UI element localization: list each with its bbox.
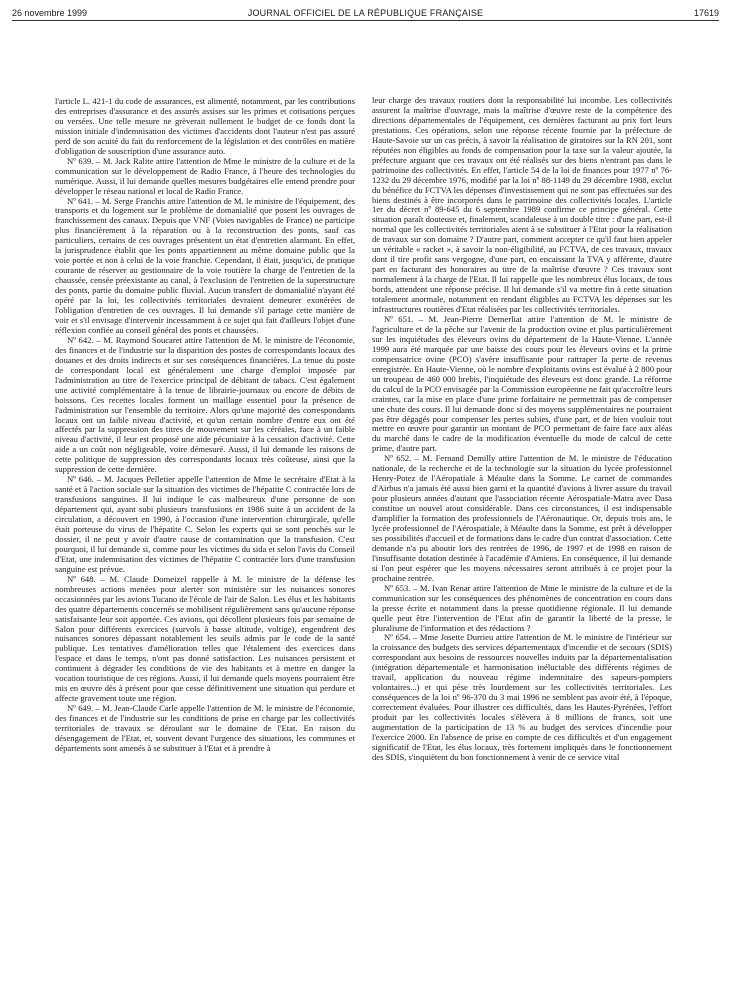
question-653: Nº 653. – M. Ivan Renar attire l'attention de Mme le ministre de la culture et de la communication sur les conséquences des phénomènes de concentration en cours dans la presse écrite et notamment dans la presse quotidienne régionale. Il lui demande quelle peut être l'intervention de l'Etat afin de garantir la liberté de la presse, le pluralisme de l'information et des rédactions ? — [372, 582, 672, 633]
paragraph: leur charge des travaux routiers dont la responsabilité lui incombe. Les collectivités assurent la maîtrise d'ouvrage, mais la maîtrise d'œuvre reste de la compétence des directions départementales de l'équipement, ces dernières facturant au prix fort leurs prestations. Ces opérations, selon une réponse récente fournie par la préfecture de Haute-Savoie sur un cas précis, à savoir la réalisation de giratoires sur la RN 201, sont réputées non éligibles au fonds de compensation pour la taxe sur la valeur ajoutée, la préfecture arguant que ces travaux ont été réalisés sur des biens n'entrant pas dans le patrimoine des collectivités. En effet, l'article 54 de la loi de finances pour 1977 nº 76-1232 du 29 décembre 1976, modifié par la loi nº 88-1149 du 29 décembre 1988, exclut du bénéfice du FCTVA les dépenses d'investissement qui ne sont pas effectuées sur des biens destinés à être incorporés dans le patrimoine des collectivités locales. L'article 1er du décret nº 89-645 du 6 septembre 1989 confirme ce principe général. Cette situation paraît douteuse et, finalement, scandaleuse à un double titre : d'une part, est-il normal que les collectivités territoriales aient à se substituer à l'Etat pour la réalisation de travaux sur son domaine ? D'autre part, comment accepter ce qu'il faut bien appeler un véritable « racket », à savoir la non-éligibilité, au FCTVA, de ces travaux, travaux dont il tire profit sans vergogne, d'une part, en encaissant la TVA y afférente, d'autre part en facturant des honoraires au titre de la maîtrise d'œuvre ? Ces travaux sont normalement à la charge de l'Etat. Il lui rappelle que les nombreux élus locaux, de tous bords, attendent une réponse précise. Il lui demande s'il va mettre fin à cette situation totalement anormale, notamment en rendant éligibles au FCTVA les dépenses sur les infrastructures routières d'Etat réalisées par les collectivités territoriales. — [372, 96, 672, 315]
left-column — [55, 97, 355, 987]
header-date: 26 novembre 1999 — [12, 8, 88, 18]
page-number: 17619 — [693, 8, 719, 18]
right-column — [372, 96, 672, 986]
question-646: Nº 646. – M. Jacques Pelletier appelle l'attention de Mme le secrétaire d'Etat à la santé et à l'action sociale sur la situation des victimes de l'hépatite C contractée lors de transfusions sanguines. Il lui indique le cas malheureux d'une personne de son département qui, ayant subi plusieurs transfusions en 1986 suite à un accident de la circulation, a découvert en 1990, à l'occasion d'une intervention chirurgicale, qu'elle était porteuse du virus de l'hépatite C. Selon les experts qui se sont penchés sur le dossier, il ne peut y avoir d'autre cause de contamination que la transfusion. C'est pourquoi, il lui demande si, comme pour les victimes du sida et selon l'avis du Conseil d'Etat, une indemnisation des victimes de l'hépatite C contractée lors d'une transfusion sanguine est prévue. — [55, 474, 355, 574]
question-642: Nº 642. – M. Raymond Soucaret attire l'attention de M. le ministre de l'économie, des finances et de l'industrie sur la disparition des postes de correspondants locaux des douanes et des droits indirects et sur ses conséquences financières. La tenue du poste de correspondant local est généralement une charge d'emploi imposée par l'administration au titre de l'exercice principal de débitant de tabacs. C'est également une activité complémentaire à la tenue de librairie-journaux ou encore de débits de boissons. Ces recettes locales forment un maillage essentiel pour la présence de l'administration sur l'ensemble du territoire. Alors qu'une majorité des correspondants locaux ont un faible niveau d'activité, et qu'un certain nombre d'entre eux ont été affectés par la suppression des titres de mouvement sur les céréales, face à un faible niveau d'activité, il leur est proposé une aide pécuniaire à la cessation d'activité. Cette aide a un coût non négligeable, voire démesuré. Aussi, il lui demande les raisons de cette politique de suppression des correspondants locaux très coûteuse, ainsi que la suppression de cette dernière. — [55, 334, 355, 475]
paragraph: l'article L. 421-1 du code de assurances, est alimenté, notamment, par les contributions des entreprises d'assurance et des assurés assises sur les primes et cotisations perçues ou versées. Une telle mesure ne grèverait nullement le budget de ce fonds dont la mission initiale d'indemnisation des victimes d'accidents dont l'auteur n'est pas assuré perd de son acuité du fait du renforcement de la législation et des contrôles en matière d'obligation de souscription d'une assurance auto. — [55, 97, 355, 156]
question-652: Nº 652. – M. Fernand Demilly attire l'attention de M. le ministre de l'éducation nationale, de la recherche et de la technologie sur la situation du lycée professionnel Henry-Potez de l'Aéropatiale à Méaulte dans la Somme. Le carnet de commandes d'Airbus n'a jamais été aussi bien garni et la quantité d'avions à livrer assure du travail pour plusieurs années d'autant que l'association récente Aérospatiale-Matra avec Dasa constitue un nouvel atout considérable. Dans ces circonstances, il est indispensable d'amplifier la formation des professionnels de l'Aéronautique. Or, depuis trois ans, le lycée professionnel de l'Aérospatiale, à Méaulte dans la Somme, est prêt à développer ses possibilités d'accueil et de formations dans le cadre d'un contrat d'association. Cette demande n'a pu aboutir lors des rentrées de 1996, de 1997 et de 1998 en raison de l'insuffisante dotation destinée à l'académie d'Amiens. En conséquence, il lui demande si l'on peut espérer que les moyens nécessaires seront attribués à ce projet pour la prochaine rentrée. — [372, 453, 672, 583]
question-648: Nº 648. – M. Claude Domeizel rappelle à M. le ministre de la défense les nombreuses actions menées pour alerter son ministère sur les nuisances sonores occasionnées par les avions Tucano de l'école de l'air de Salon. Les élus et les habitants des quatre départements concernés se mobilisent régulièrement sans qu'aucune réponse satisfaisante leur soit apportée. Ces avions, qui décollent plusieurs fois par semaine de Salon pour différents exercices (survols à basse altitude, voltige), engendrent des nuisances sonores dépassant notablement les seuils admis par le code de la santé publique. Les tentatives d'amélioration telles que l'étalement des exercices dans l'espace et dans le temps, n'ont pas donné satisfaction. Les nuisances persistent et continuent à dégrader les conditions de vie des habitants et à mettre en danger la vocation touristique de ces régions. Aussi, il lui demande quels moyens pourraient être mis en œuvre dès à présent pour que cesse définitivement une situation qui perdure et affecte gravement toute une région. — [55, 573, 355, 704]
question-641: Nº 641. – M. Serge Franchis attire l'attention de M. le ministre de l'équipement, des transports et du logement sur le problème de domanialité que posent les ouvrages de franchissement des canaux. Depuis que VNF (Voies navigables de France) ne participe plus financièrement à la réparation ou à la reconstruction des ponts, sauf cas particuliers, certains de ces ouvrages présentent un état d'entretien alarmant. En effet, la jurisprudence établit que les ponts appartiennent au même domaine public que la voie portée et non à celui de la voie franchie. Cependant, il était, jusqu'ici, de pratique courante de réserver au gestionnaire de la voie routière la charge de l'entretien de la chaussée, censée préexistante au canal, à l'exclusion de l'entretien de la superstructure des ponts, partie du domaine public fluvial. Aucun transfert de domanialité n'ayant été opéré par la loi, les collectivités territoriales devraient demeurer exonérées de l'obligation d'entretien de ces ouvrages. Il lui demande s'il partage cette manière de voir et s'il envisage d'intervenir incessamment à ce sujet qui fait d'ailleurs l'objet d'une réflexion confiée au conseil général des ponts et chaussées. — [55, 195, 355, 335]
header-rule — [12, 20, 719, 21]
question-654: Nº 654. – Mme Josette Durrieu attire l'attention de M. le ministre de l'intérieur sur la croissance des budgets des services départementaux d'incendie et de secours (SDIS) correspondant aux besoins de ressources nouvelles induits par la départementalisation (intégration départementale et harmonisation inéluctable des différents régimes de travail, application du nouveau régime indemnitaire des sapeurs-pompiers volontaires...) et qui pèse très lourdement sur les collectivités territoriales. Les conséquences de la loi nº 96-370 du 3 mai 1996 ne semblent pas avoir été, à l'époque, correctement évaluées. Pour illustrer ces difficultés, dans les Hautes-Pyrénées, l'effort produit par les collectivités locales s'élèvera à 8 millions de francs, soit une augmentation de la participation de 13 % au budget des services d'incendie pour l'exercice 2000. En l'absence de prise en compte de ces difficultés et d'un engagement significatif de l'Etat, les élus locaux, très fortement impliqués dans le fonctionnement des SDIS, s'inquiètent du bon fonctionnement à venir de ce service vital — [372, 632, 672, 762]
question-649: Nº 649. – M. Jean-Claude Carle appelle l'attention de M. le ministre de l'économie, des finances et de l'industrie sur les conditions de prise en charge par les collectivités territoriales de travaux se déroulant sur le domaine de l'Etat. En raison du désengagement de l'Etat, et, souvent devant l'urgence des situations, les communes et départements sont amenés à se substituer à l'Etat et à prendre à — [55, 703, 355, 753]
question-639: Nº 639. – M. Jack Ralite attire l'attention de Mme le ministre de la culture et de la communication sur le développement de Radio France, à l'heure des technologies du numérique. Aussi, il lui demande quelles mesures budgétaires elle entend prendre pour développer le réseau national et local de Radio France. — [55, 155, 355, 196]
question-651: Nº 651. – M. Jean-Pierre Demerliat attire l'attention de M. le ministre de l'agriculture et de la pêche sur l'avenir de la production ovine et plus particulièrement sur les inquiétudes des éleveurs ovins du département de la Haute-Vienne. L'année 1999 aura été marquée par une baisse des cours pour les éleveurs ovins et la prime compensatrice ovine (PCO) s'avère insuffisante pour rattraper la perte de revenus enregistrée. En Haute-Vienne, où le nombre d'exploitants ovins est évalué à 2 800 pour un troupeau de 460 000 brebis, l'inquiétude des éleveurs est donc grande. La réforme du calcul de la PCO envisagée par la Commission européenne ne fait qu'accroître leurs craintes, car la mise en place d'une prime forfaitaire ne permettrait pas de compenser une chute des cours. Il lui demande donc si des moyens supplémentaires ne pourraient pas être dégagés pour compenser les pertes subies, d'une part, et de bien vouloir tout mettre en œuvre pour garantir un montant de PCO permettant de faire face aux aléas du marché dans le cadre de la modification éventuelle du mode de calcul de cette prime, d'autre part. — [372, 313, 672, 454]
journal-title: JOURNAL OFFICIEL DE LA RÉPUBLIQUE FRANÇAISE — [247, 8, 484, 18]
